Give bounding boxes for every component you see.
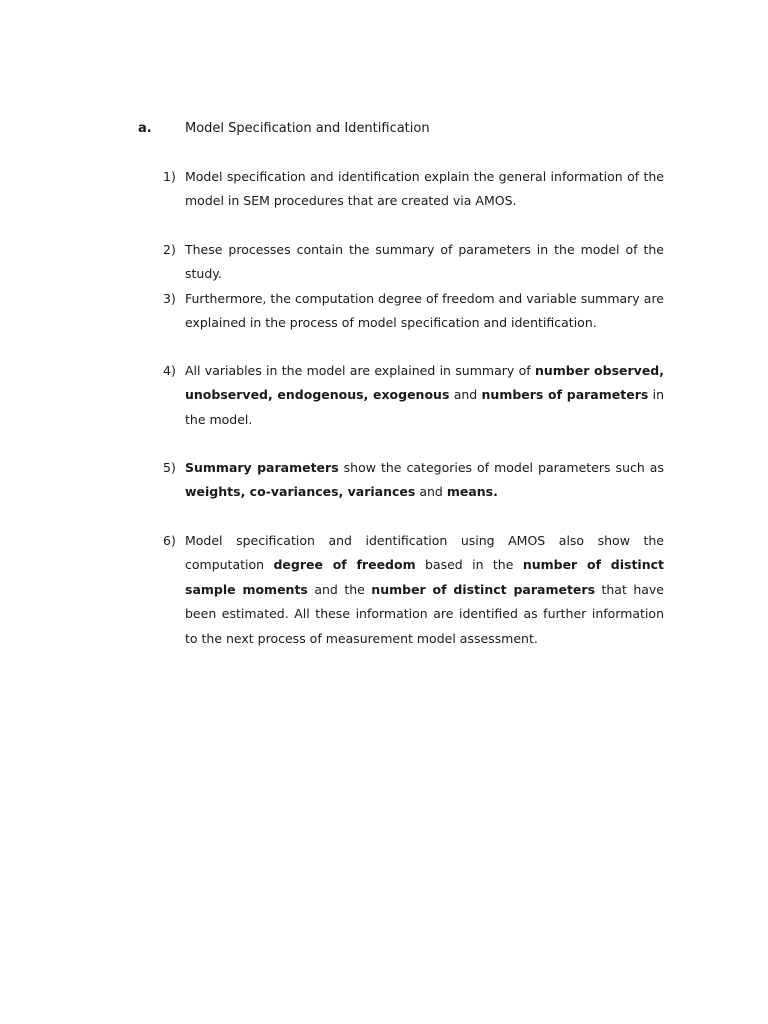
text-run: Furthermore, the computation degree of freedom and variable summary are explained in the process of model specification and identification. — [185, 291, 664, 331]
item-number: 4) — [163, 363, 176, 378]
text-run: These processes contain the summary of parameters in the model of the study. — [185, 242, 664, 282]
bold-term: number of distinct parameters — [371, 581, 596, 597]
text-run: that have been estimated. All these information are identified as further information to the next process of measurement model assessment. — [185, 581, 664, 646]
text-run: Model specification and identification explain the general information of the model in SEM procedures that are created via AMOS. — [185, 169, 664, 209]
item-text — [185, 456, 664, 505]
item-text — [185, 529, 664, 651]
item-text — [185, 165, 664, 214]
text-run: and — [415, 484, 447, 500]
list-item — [163, 287, 664, 336]
bold-term: means. — [446, 484, 498, 500]
item-number: 2) — [163, 242, 176, 257]
item-text — [185, 287, 664, 336]
bold-term: numbers of parameters — [481, 387, 649, 403]
text-run: show the categories of model parameters such as — [338, 460, 664, 475]
list-item — [163, 165, 664, 214]
item-text — [185, 238, 664, 287]
text-run: in the model. — [185, 387, 664, 427]
text-run: Model specification and identification using AMOS also show the computation — [185, 533, 664, 573]
bold-term: Summary parameters — [185, 460, 339, 475]
text-run: All variables in the model are explained in summary of — [185, 363, 535, 378]
text-run: and the — [307, 581, 372, 597]
item-number: 1) — [163, 169, 176, 184]
list-item — [163, 238, 664, 287]
list-item — [163, 456, 664, 505]
item-text — [185, 359, 664, 432]
list-item — [163, 529, 664, 651]
item-number: 6) — [163, 533, 176, 548]
section-title: Model Specification and Identification — [185, 121, 430, 136]
bold-term: number observed, unobserved, endogenous, exogenous — [185, 363, 664, 403]
bold-term: number of distinct sample moments — [185, 557, 664, 597]
item-number: 3) — [163, 291, 176, 306]
text-run: and — [449, 387, 482, 403]
bold-term: degree of freedom — [273, 557, 416, 573]
item-number: 5) — [163, 460, 176, 475]
section-marker: a. — [138, 121, 152, 136]
text-run: based in the — [415, 557, 523, 573]
bold-term: weights, co-variances, variances — [185, 484, 416, 500]
list-item — [163, 359, 664, 432]
